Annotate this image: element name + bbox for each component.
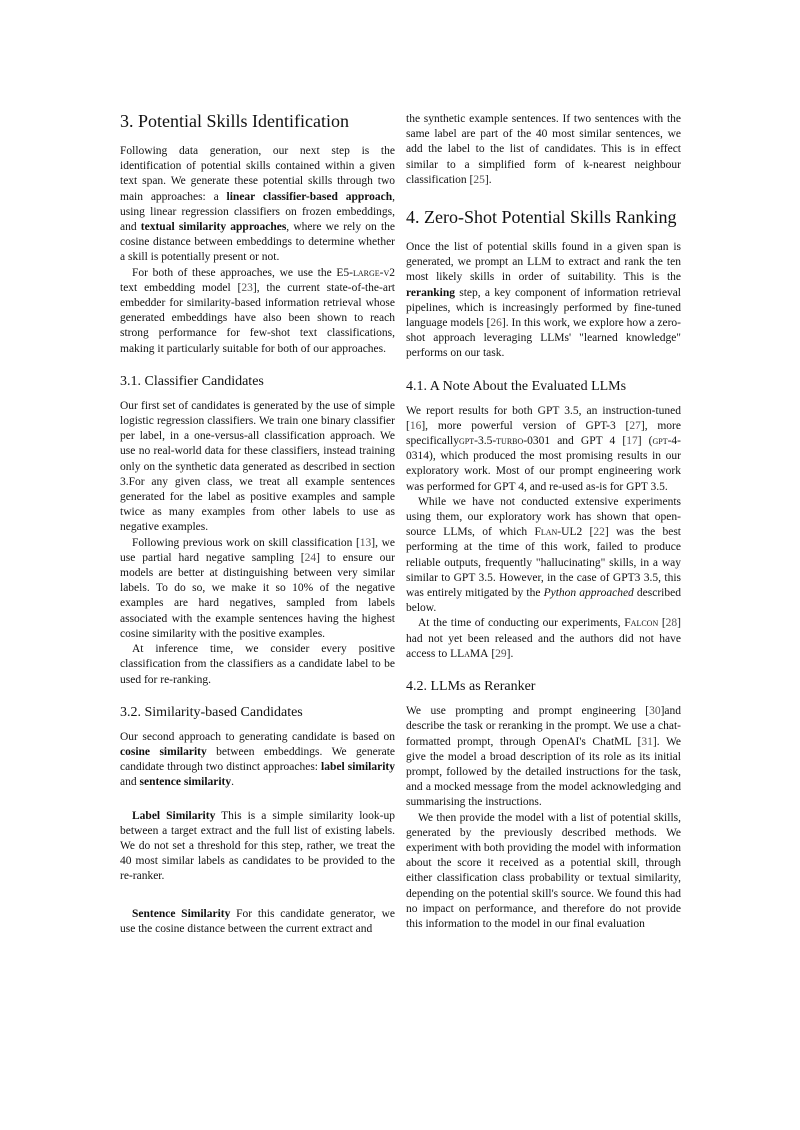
- section-4-1-paragraph-1: We report results for both GPT 3.5, an instruction-tuned [16], more powerful version of GPT-3 [27], more specificallygpt-3.5-turbo-0301 and GPT 4 [17] (gpt-4-0314), which produced the most promising results in our exploratory work. Most of our prompt engineering work was performed for GPT 4, and re-used as-is for GPT 3.5.: [406, 404, 681, 493]
- section-4-title: 4. Zero-Shot Potential Skills Ranking: [406, 207, 677, 228]
- section-4-paragraph-1: Once the list of potential skills found in a given span is generated, we prompt an LLM to extract and rank the ten most likely skills in order of suitability. This is the reranking step, a key component of information retrieval pipelines, which is increasingly performed by fine-tuned language models [26]. In this work, we explore how a zero-shot approach leveraging LLMs' "learned knowledge" performs on our task.: [406, 241, 681, 360]
- section-4-1-paragraph-2: While we have not conducted extensive experiments using them, our exploratory work has shown that open-source LLMs, of which Flan-UL2 [22] was the best performing at the time of this work, failed to produce reliable outputs, frequently "hallucinating" skills, in a way similar to GPT 3.5. However, in the case of GPT3 3.5, this was entirely mitigated by the Python approached described below.: [406, 495, 681, 615]
- section-3-paragraph-2: For both of these approaches, we use the E5-large-v2 text embedding model [23], the current state-of-the-art embedder for similarity-based information retrieval whose generated embeddings have also been shown to reach strong performance for few-shot text classifications, making it particularly suitable for both of our approaches.: [120, 266, 395, 355]
- right-column: [406, 112, 681, 932]
- label-similarity-paragraph: Label Similarity This is a simple similarity look-up between a target extract and the full list of existing labels. We do not set a threshold for this step, rather, we treat the 40 most similar labels as candidates to be provided to the re-ranker.: [120, 809, 395, 883]
- section-3-paragraph-1: Following data generation, our next step is the identification of potential skills contained within a given text span. We generate these potential skills through two main approaches: a linear classifier-based approach, using linear regression classifiers on frozen embeddings, and textual similarity approaches, where we rely on the cosine distance between embeddings to determine whether a skill is potentially present or not.: [120, 145, 396, 264]
- section-3-2-title: 3.2. Similarity-based Candidates: [120, 704, 303, 720]
- section-4-1-paragraph-3: At the time of conducting our experiments, Falcon [28] had not yet been released and the authors did not have access to LLaMA [29].: [406, 617, 681, 660]
- section-3-2-paragraph-1: Our second approach to generating candidate is based on cosine similarity between embeddings. We generate candidate through two distinct approaches: label similarity and sentence similarity.: [120, 730, 395, 789]
- continuation-paragraph: the synthetic example sentences. If two sentences with the same label are part of the 40 most similar sentences, we add the label to the list of candidates. This is in effect similar to a simplified form of k-nearest neighbour classification [25].: [406, 113, 681, 186]
- section-3-1-paragraph-2: Following previous work on skill classification [13], we use partial hard negative sampling [24] to ensure our models are better at distinguishing between very similar labels. To do so, we make it so 10% of the negative examples are hard negatives, sampled from labels associated with the example sentences having the highest cosine similarity with the positive examples.: [120, 536, 395, 640]
- section-3-title: 3. Potential Skills Identification: [120, 111, 349, 131]
- left-column: [120, 110, 395, 937]
- section-4-1-title: 4.1. A Note About the Evaluated LLMs: [406, 378, 627, 394]
- section-3-1-paragraph-3: At inference time, we consider every positive classification from the classifiers as a candidate label to be used for re-ranking.: [120, 643, 395, 686]
- section-4-2-paragraph-1: We use prompting and prompt engineering [30]and describe the task or reranking in the prompt. We use a chat-formatted prompt, through OpenAI's ChatML [31]. We give the model a broad description of its role as its initial prompt, followed by the detailed instructions for the task, and a mocked message from the model acknowledging and summarising the instructions.: [406, 705, 681, 809]
- section-4-2-title: 4.2. LLMs as Reranker: [406, 679, 536, 695]
- section-3-1-title: 3.1. Classifier Candidates: [120, 373, 264, 389]
- section-3-1-paragraph-1: Our first set of candidates is generated by the use of simple logistic regression classifiers. We train one binary classifier per label, in a one-versus-all classification approach. We use no real-world data for these classifiers, instead training only on the synthetic data generated as described in section 3.For any given class, we treat all example sentences generated for the label as positive examples and sample twice as many examples from other labels to use as negative examples.: [120, 399, 395, 534]
- sentence-similarity-paragraph: Sentence Similarity For this candidate generator, we use the cosine distance between the current extract and: [120, 907, 396, 935]
- section-4-2-paragraph-2: We then provide the model with a list of potential skills, generated by the previously described methods. We experiment with both providing the model with information about the score it received as a potential skill, through either classification class probability or textual similarity, depending on the potential skill's source. We found this had no impact on performance, and therefore do not provide this information to the model in our final evaluation: [406, 811, 681, 930]
